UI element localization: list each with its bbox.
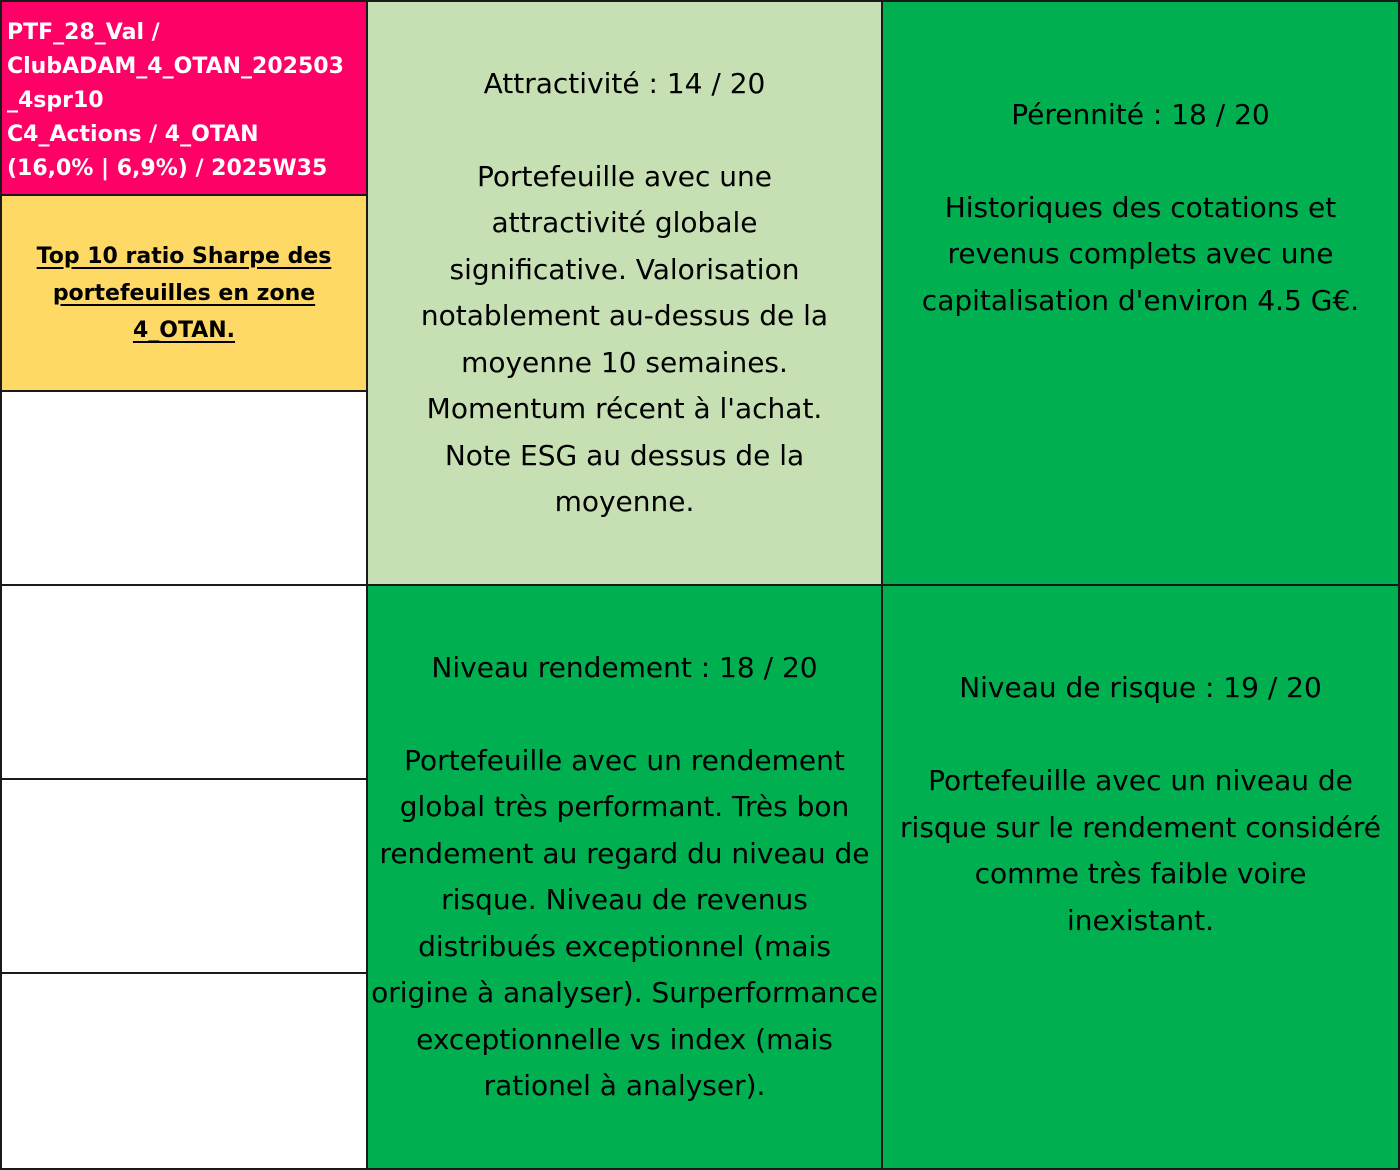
blank-cell-4	[0, 972, 368, 1170]
risque-description: Portefeuille avec un niveau de risque sur le rendement considéré comme très faible voire inexistant.	[900, 764, 1381, 937]
rendement-heading: Niveau rendement : 18 / 20	[431, 650, 818, 684]
portfolio-title: Top 10 ratio Sharpe des portefeuilles en zone 4_OTAN.	[36, 244, 332, 343]
blank-cell-2	[0, 584, 368, 780]
portfolio-id-text: PTF_28_Val / ClubADAM_4_OTAN_202503 _4spr10 C4_Actions / 4_OTAN (16,0% | 6,9%) / 2025W35	[7, 20, 344, 181]
portfolio-id-cell	[0, 0, 368, 196]
perennite-heading: Pérennité : 18 / 20	[1011, 97, 1270, 131]
portfolio-title-cell	[0, 194, 368, 392]
risque-cell	[881, 584, 1400, 1170]
rendement-description: Portefeuille avec un rendement global très performant. Très bon rendement au regard du niveau de risque. Niveau de revenus distribués exceptionnel (mais origine à analyser). Surperformance exceptionnelle vs index (mais rationel à analyser).	[371, 743, 878, 1102]
blank-cell-1	[0, 390, 368, 586]
perennite-description: Historiques des cotations et revenus complets avec une capitalisation d'environ 4.5 G€.	[921, 190, 1360, 317]
risque-heading: Niveau de risque : 19 / 20	[959, 671, 1322, 704]
attractivite-heading: Attractivité : 14 / 20	[483, 66, 766, 100]
attractivite-description: Portefeuille avec une attractivité globale significative. Valorisation notablement au-dessus de la moyenne 10 semaines. Momentum récent à l'achat. Note ESG au dessus de la moyenne.	[420, 159, 829, 518]
perennite-cell	[881, 0, 1400, 586]
blank-cell-3	[0, 778, 368, 974]
attractivite-cell	[366, 0, 883, 586]
rendement-cell	[366, 584, 883, 1170]
